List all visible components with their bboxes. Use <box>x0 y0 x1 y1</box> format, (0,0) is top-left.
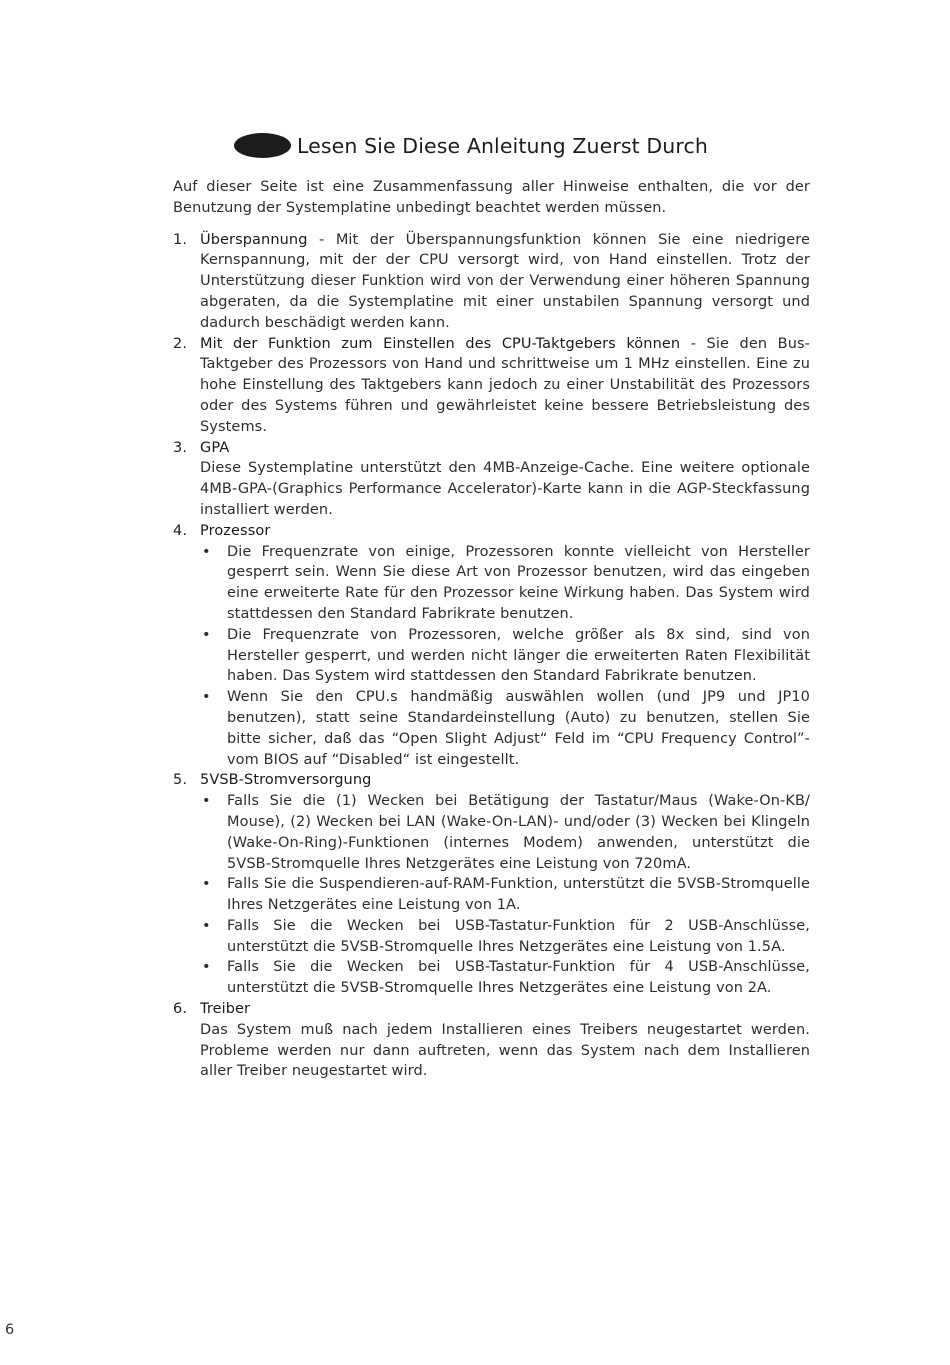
document-body <box>173 177 810 1082</box>
item-number: 3. <box>173 439 188 456</box>
bullet-icon: • <box>202 959 211 976</box>
item-separator: - <box>307 231 336 248</box>
list-item <box>200 791 810 874</box>
item-heading: Prozessor <box>200 522 271 539</box>
item-heading: Überspannung <box>200 231 308 248</box>
item-text: Sie den Bus-Taktgeber des Prozessors von Hand und schrittweise um 1 MHz einstellen. Eine zu hohe Einstellung des Taktgebers kann jedoch zu einer Unstabilität des Prozessors oder des Systems führen und gewährleistet keine bessere Betriebsleistung des Systems. <box>200 335 810 435</box>
item-heading: Mit der Funktion zum Einstellen des CPU-Taktgebers können <box>200 335 681 352</box>
item-number: 6. <box>173 1001 188 1018</box>
bullet-text: Falls Sie die Suspendieren-auf-RAM-Funktion, unterstützt die 5VSB-Stromquelle Ihres Netzgerätes eine Leistung von 1A. <box>227 876 810 914</box>
bullet-icon: • <box>202 917 211 934</box>
list-item <box>200 542 810 625</box>
item-text: Diese Systemplatine unterstützt den 4MB-Anzeige-Cache. Eine weitere optionale 4MB-GPA-(Graphics Performance Accelerator)-Karte kann in die AGP-Steckfassung installiert werden. <box>200 460 810 518</box>
page-title <box>234 133 708 158</box>
item-number: 1. <box>173 231 188 248</box>
item-text: Das System muß nach jedem Installieren eines Treibers neugestartet werden. Probleme werden nur dann auftreten, wenn das System nach dem Installieren aller Treiber neugestartet wird. <box>200 1021 810 1080</box>
list-item <box>200 916 810 958</box>
list-item <box>200 874 810 916</box>
list-item <box>200 687 810 770</box>
bullet-text: Wenn Sie den CPU.s handmäßig auswählen wollen (und JP9 und JP10 benutzen), statt seine Standardeinstellung (Auto) zu benutzen, stellen Sie bitte sicher, daß das “Open Slight Adjust“ Feld im “CPU Frequency Control”-vom BIOS auf “Disabled“ ist eingestellt. <box>227 689 810 768</box>
bullet-icon: • <box>202 626 211 643</box>
bullet-icon: • <box>202 793 211 810</box>
item-heading: Treiber <box>200 1001 251 1018</box>
intro-paragraph: Auf dieser Seite ist eine Zusammenfassung aller Hinweise enthalten, die vor der Benutzung der Systemplatine unbedingt beachtet werden müssen. <box>173 179 810 216</box>
bullet-icon: • <box>202 543 211 560</box>
list-item <box>200 957 810 999</box>
bullet-text: Die Frequenzrate von einige, Prozessoren konnte vielleicht von Hersteller gesperrt sein. Wenn Sie diese Art von Prozessor benutzen, wird das eingeben eine erweiterte Rate für den Prozessor keine Wirkung haben. Das System wird stattdessen den Standard Fabrikrate benutzen. <box>227 543 810 622</box>
list-item-cpu-clock <box>173 334 810 438</box>
item-text: Mit der Überspannungsfunktion können Sie eine niedrigere Kernspannung, mit der der CPU versorgt wird, von Hand einstellen. Trotz der Unterstützung dieser Funktion wird von der Verwendung einer höheren Spannung abgeraten, da die Systemplatine mit einer unstabilen Spannung versorgt und dadurch beschädigt werden kann. <box>200 231 810 331</box>
item-heading: GPA <box>200 439 230 456</box>
list-item <box>200 625 810 687</box>
bullet-icon: • <box>202 876 211 893</box>
bullet-text: Falls Sie die Wecken bei USB-Tastatur-Funktion für 2 USB-Anschlüsse, unterstützt die 5VSB-Stromquelle Ihres Netzgerätes eine Leistung von 1.5A. <box>227 917 810 955</box>
list-item-overvoltage <box>173 230 810 334</box>
hint-list <box>173 230 810 1083</box>
list-item-5vsb <box>173 770 810 999</box>
bullet-list <box>200 791 810 999</box>
list-item-drivers <box>173 999 810 1082</box>
bullet-list <box>200 542 810 771</box>
bullet-text: Falls Sie die Wecken bei USB-Tastatur-Funktion für 4 USB-Anschlüsse, unterstützt die 5VSB-Stromquelle Ihres Netzgerätes eine Leistung von 2A. <box>227 959 810 997</box>
bullet-text: Die Frequenzrate von Prozessoren, welche größer als 8x sind, sind von Hersteller gesperrt, und werden nicht länger die erweiterten Raten Flexibilität haben. Das System wird stattdessen den Standard Fabrikrate benutzen. <box>227 626 810 685</box>
page-number: 6 <box>5 1322 15 1338</box>
page-title-text: Lesen Sie Diese Anleitung Zuerst Durch <box>297 133 708 158</box>
item-number: 2. <box>173 335 188 352</box>
list-item-processor <box>173 521 810 771</box>
item-heading: 5VSB-Stromversorgung <box>200 772 372 789</box>
item-number: 4. <box>173 522 188 539</box>
item-separator: - <box>680 335 707 352</box>
bullet-icon: • <box>202 689 211 706</box>
title-oval-icon <box>234 133 291 158</box>
bullet-text: Falls Sie die (1) Wecken bei Betätigung der Tastatur/Maus (Wake-On-KB/ Mouse), (2) Wecken bei LAN (Wake-On-LAN)- und/oder (3) Wecken bei Klingeln (Wake-On-Ring)-Funktionen (internes Modem) anwenden, unterstützt die 5VSB-Stromquelle Ihres Netzgerätes eine Leistung von 720mA. <box>227 793 810 872</box>
list-item-gpa <box>173 438 810 521</box>
item-number: 5. <box>173 772 188 789</box>
